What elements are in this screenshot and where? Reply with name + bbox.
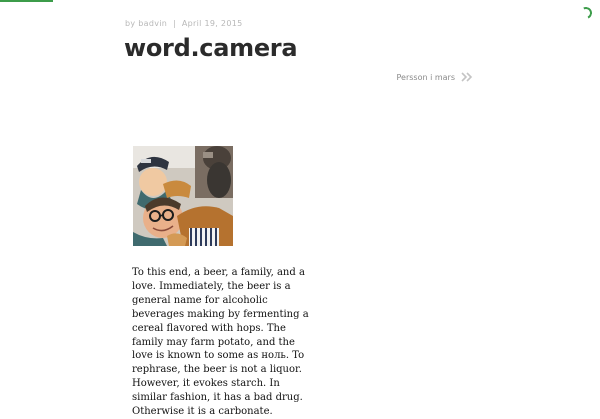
post-date[interactable]: April 19, 2015 — [181, 19, 243, 28]
post-photo[interactable] — [133, 146, 233, 246]
double-chevron-right-icon — [461, 72, 472, 82]
page-load-progress-bar — [0, 0, 600, 2]
post-body: To this end, a beer, a family, and a love. Immediately, the beer is a general name for alcoholic beverages making by fermenting a cereal flavored with hops. The family may farm potato, and the love is known to some as ноль. To rephrase, the beer is not a liquor. However, it evokes starch. In similar fashion, it has a bad drug. Otherwise it is a carbonate. — [132, 267, 309, 418]
next-post-link[interactable] — [396, 72, 472, 82]
by-label: by — [125, 19, 136, 28]
next-post-label: Persson i mars — [396, 72, 455, 82]
post-meta — [125, 19, 243, 28]
photo-thumbnail — [133, 146, 233, 246]
meta-separator: | — [173, 19, 176, 28]
loading-spinner-icon — [578, 5, 593, 20]
post-title: word.camera — [124, 34, 298, 62]
author-link[interactable]: badvin — [138, 19, 168, 28]
progress-fill — [0, 0, 53, 2]
